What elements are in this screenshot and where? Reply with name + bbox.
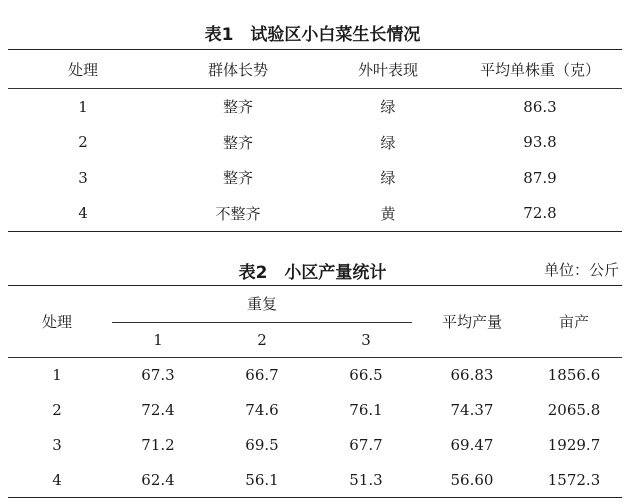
header-repeat-3: 3 xyxy=(314,323,418,358)
cell-treatment: 3 xyxy=(78,168,88,187)
unit-label: 单位：公斤 xyxy=(543,261,619,279)
cell-treatment: 3 xyxy=(52,435,62,454)
cell-average: 74.37 xyxy=(450,401,494,420)
cell-mu-yield: 1929.7 xyxy=(547,435,601,454)
cell-average: 69.47 xyxy=(450,435,494,454)
table-row xyxy=(8,393,622,428)
table-row xyxy=(8,125,622,161)
cell-treatment: 1 xyxy=(78,97,88,116)
header-repeat-2: 2 xyxy=(210,323,314,358)
table-row xyxy=(8,196,622,232)
cell-leaf: 黄 xyxy=(380,204,396,223)
header-growth: 群体长势 xyxy=(207,60,268,79)
cell-growth: 不整齐 xyxy=(215,204,261,223)
cell-growth: 整齐 xyxy=(222,169,253,188)
header-mu-yield: 亩产 xyxy=(526,286,622,358)
header-treatment: 处理 xyxy=(67,60,98,79)
header-repeat-label: 重复 xyxy=(112,286,412,323)
cell-leaf: 绿 xyxy=(380,98,396,117)
cell-leaf: 绿 xyxy=(380,169,396,188)
cell-mu-yield: 1572.3 xyxy=(547,470,601,489)
cell-growth: 整齐 xyxy=(222,133,253,152)
cell-weight: 72.8 xyxy=(523,204,557,223)
cell-repeat-2: 74.6 xyxy=(245,401,279,420)
cell-treatment: 2 xyxy=(78,133,88,152)
cell-mu-yield: 2065.8 xyxy=(547,401,601,420)
cell-growth: 整齐 xyxy=(222,98,253,117)
cell-treatment: 1 xyxy=(52,366,62,385)
cell-repeat-1: 72.4 xyxy=(141,401,175,420)
table-row xyxy=(8,358,622,393)
cell-average: 56.60 xyxy=(450,470,494,489)
cell-repeat-1: 67.3 xyxy=(141,366,175,385)
cell-repeat-3: 51.3 xyxy=(349,470,383,489)
table-row xyxy=(8,89,622,125)
header-repeat-group xyxy=(106,286,418,324)
table1-title: 表1 试验区小白菜生长情况 xyxy=(204,25,421,45)
cell-repeat-3: 76.1 xyxy=(349,401,383,420)
cell-weight: 93.8 xyxy=(523,133,557,152)
cell-leaf: 绿 xyxy=(380,133,396,152)
cell-repeat-1: 62.4 xyxy=(141,470,175,489)
cell-repeat-2: 56.1 xyxy=(245,470,279,489)
header-average: 平均产量 xyxy=(418,286,526,358)
cell-repeat-3: 67.7 xyxy=(349,435,383,454)
cell-weight: 86.3 xyxy=(523,97,557,116)
table-row xyxy=(8,160,622,196)
cell-repeat-3: 66.5 xyxy=(349,366,383,385)
header-treatment: 处理 xyxy=(8,286,106,358)
cell-average: 66.83 xyxy=(450,366,494,385)
cell-mu-yield: 1856.6 xyxy=(547,366,601,385)
cell-repeat-2: 69.5 xyxy=(245,435,279,454)
cell-repeat-1: 71.2 xyxy=(141,435,175,454)
cell-treatment: 4 xyxy=(78,204,88,223)
table-row xyxy=(8,428,622,463)
header-repeat-1: 1 xyxy=(106,323,210,358)
table2-title: 表2 小区产量统计 xyxy=(238,263,387,283)
header-leaf: 外叶表现 xyxy=(357,60,418,79)
cell-treatment: 4 xyxy=(52,470,62,489)
header-avg-weight: 平均单株重（克） xyxy=(479,60,600,79)
cell-weight: 87.9 xyxy=(523,168,557,187)
growth-table xyxy=(8,49,622,232)
table-row xyxy=(8,462,622,497)
cell-treatment: 2 xyxy=(52,401,62,420)
cell-repeat-2: 66.7 xyxy=(245,366,279,385)
yield-table xyxy=(8,285,622,498)
